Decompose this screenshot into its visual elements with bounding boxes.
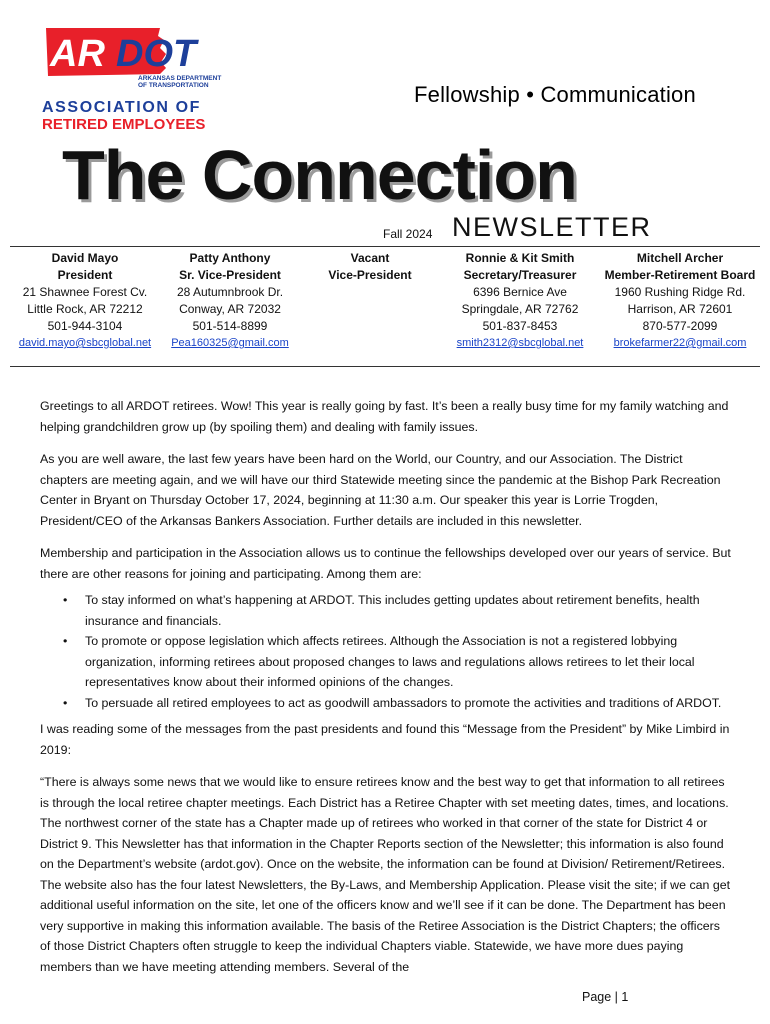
bullet-icon: • (63, 634, 68, 648)
logo-dot-text: DOT (116, 33, 197, 75)
officer-phone: 501-514-8899 (192, 319, 268, 333)
list-item-text: To stay informed on what’s happening at ARDOT. This includes getting updates about retirement benefits, health insurance and financials. (85, 593, 700, 628)
page-number: Page | 1 (582, 990, 629, 1004)
logo-assoc-line2: RETIRED EMPLOYEES (42, 116, 206, 133)
logo-dept-line1: ARKANSAS DEPARTMENT (138, 75, 222, 82)
officer-phone: 501-944-3104 (47, 319, 123, 333)
paragraph-membership: Membership and participation in the Association allows us to continue the fellowships developed over our years of service. But there are other reasons for joining and participating. Among them are: (40, 546, 731, 581)
logo-ar-text: AR (50, 33, 105, 75)
issue-date: Fall 2024 (383, 227, 433, 241)
bullet-icon: • (63, 695, 68, 710)
officer-title: Member-Retirement Board (604, 268, 756, 282)
paragraph-statewide-meeting: As you are well aware, the last few years have been hard on the World, our Country, and our Association. The District chapters are meeting again, and we will have our third Statewide meeting since the pandemic at the Bishop Park Recreation Center in Bryant on Thursday October 17, 2024, beginning at 11:30 a.m. Our speaker this year is Lorrie Trogden, President/CEO of the Arkansas Bankers Association. Further details are included in this newsletter. (40, 452, 721, 528)
officer-address1: 1960 Rushing Ridge Rd. (614, 285, 746, 299)
list-item (63, 590, 732, 631)
officer-email-link[interactable]: brokefarmer22@gmail.com (613, 337, 747, 349)
officer-address1: 21 Shawnee Forest Cv. (22, 285, 148, 299)
masthead-title: The Connection (62, 136, 577, 214)
logo-dept-line2: OF TRANSPORTATION (138, 82, 209, 89)
officer-address2: Little Rock, AR 72212 (27, 302, 143, 316)
officer-name: Mitchell Archer (636, 251, 724, 265)
officer-title: President (57, 268, 113, 282)
tagline: Fellowship • Communication (414, 82, 696, 107)
officer-name: Vacant (350, 251, 390, 265)
officer-phone: 501-837-8453 (482, 319, 558, 333)
officer-email-link[interactable]: smith2312@sbcglobal.net (456, 337, 584, 349)
officer-president (10, 250, 160, 352)
officer-secretary-treasurer (440, 250, 600, 352)
officer-title: Secretary/Treasurer (463, 268, 577, 282)
officer-address2: Conway, AR 72032 (179, 302, 281, 316)
list-item-text: To promote or oppose legislation which affects retirees. Although the Association is not a registered lobbying organization, informing retirees about proposed changes to laws and regulations allows retirees to let their local representatives know about their informed opinions of the changes. (85, 634, 695, 689)
officer-address1: 28 Autumnbrook Dr. (176, 285, 284, 299)
officer-member-retirement-board (600, 250, 760, 352)
officer-name: David Mayo (51, 251, 119, 265)
list-item (63, 693, 732, 714)
newsletter-label: NEWSLETTER (452, 212, 652, 242)
officer-address1: 6396 Bernice Ave (473, 285, 567, 299)
logo-assoc-line1: ASSOCIATION OF (42, 99, 201, 116)
list-item-text: To persuade all retired employees to act as goodwill ambassadors to promote the activities and traditions of ARDOT. (85, 695, 722, 710)
ardot-logo (40, 22, 230, 134)
divider-top (10, 246, 760, 247)
list-item (63, 631, 732, 693)
article-body (40, 396, 732, 989)
officer-address2: Springdale, AR 72762 (461, 302, 579, 316)
officer-sr-vice-president (160, 250, 300, 352)
officer-phone: 870-577-2099 (642, 319, 718, 333)
reasons-list (40, 590, 732, 713)
divider-bottom (10, 366, 760, 367)
officer-title: Vice-President (328, 268, 412, 282)
officer-name: Patty Anthony (189, 251, 271, 265)
officer-email-link[interactable]: david.mayo@sbcglobal.net (18, 337, 152, 349)
officer-title: Sr. Vice-President (179, 268, 281, 282)
paragraph-past-presidents: I was reading some of the messages from the past presidents and found this “Message from the President” by Mike Limbird in 2019: (40, 722, 730, 757)
officer-address2: Harrison, AR 72601 (627, 302, 733, 316)
officer-vice-president (300, 250, 440, 352)
paragraph-greeting: Greetings to all ARDOT retirees. Wow! This year is really going by fast. It’s been a really busy time for my family watching and helping grandchildren grow up (by spoiling them) and dealing with family issues. (40, 399, 729, 434)
officer-name: Ronnie & Kit Smith (465, 251, 575, 265)
paragraph-quote: “There is always some news that we would like to ensure retirees know and the best way to get that information to all retirees is through the local retiree chapter meetings. Each District has a Retiree Chapter with set meeting dates, times, and locations. The northwest corner of the state has a Chapter made up of retirees who worked in that corner of the state for District 4 or District 9. This Newsletter has that information in the Chapter Reports section of the Newsletter; this information is also found on the Department’s website (ardot.gov). Once on the website, the information can be found at Division/ Retirement/Retirees. The website also has the four latest Newsletters, the By-Laws, and Membership Application. Please visit the site; if we can get additional useful information on the site, let one of the officers know and we’ll see if it can be done. The Department has been very supportive in making this information available. The basis of the Retiree Association is the District Chapters; the officers of those District Chapters often struggle to keep the individual Chapters viable. Statewide, we have more dues paying members than we have meeting attending members. Several of the (40, 775, 731, 974)
officer-email-link[interactable]: Pea160325@gmail.com (171, 337, 289, 349)
bullet-icon: • (63, 593, 68, 607)
officers-block (10, 250, 760, 352)
